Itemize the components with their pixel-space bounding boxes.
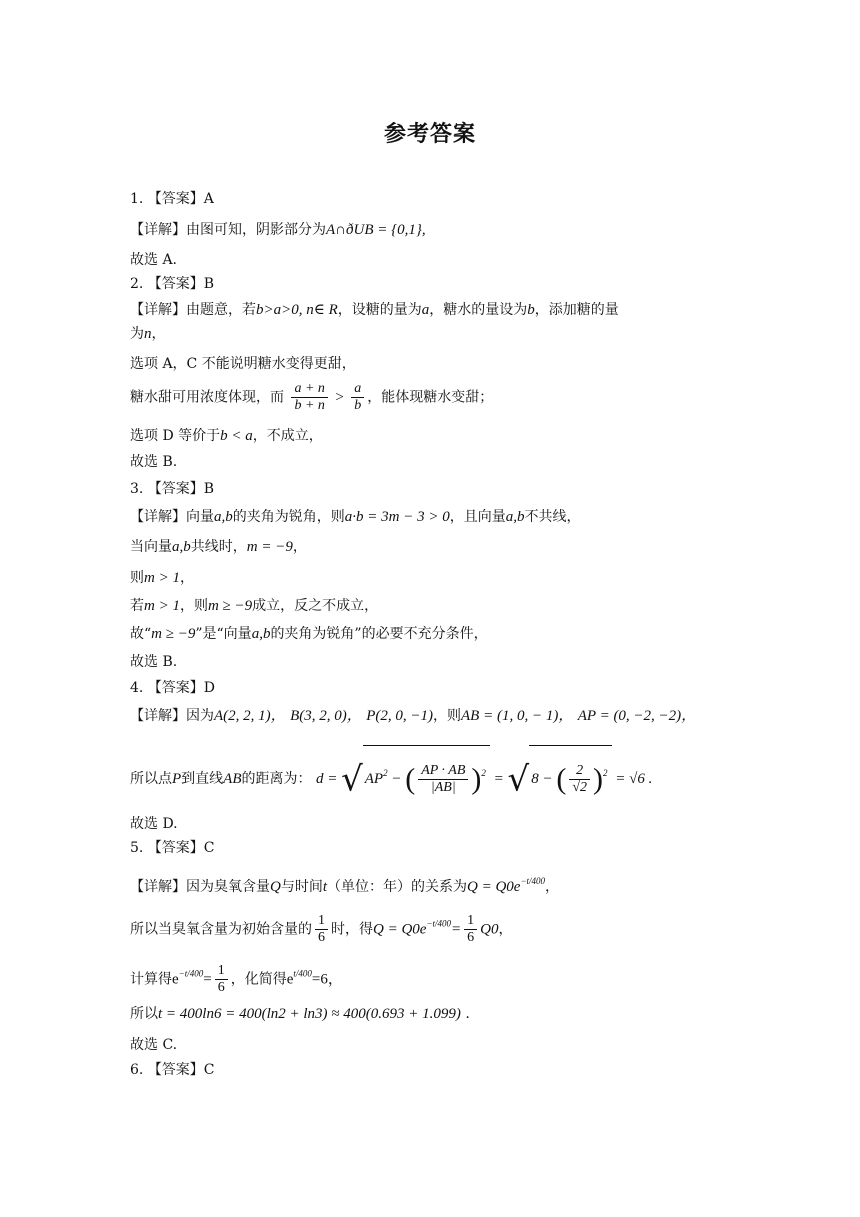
q3-text: ”是“向量 bbox=[195, 626, 252, 642]
q4-detail-line2 bbox=[130, 745, 652, 805]
q5-text: 【详解】因为臭氧含量 bbox=[130, 879, 270, 895]
q5-answer: 5. 【答案】C bbox=[130, 840, 215, 856]
q3-text: ，且向量 bbox=[449, 509, 506, 525]
q4-frac-2-root2: $\frac{2}{√2}$ bbox=[569, 763, 590, 796]
q3-math: m > 1 bbox=[144, 598, 180, 614]
q3-text: 若 bbox=[130, 598, 144, 614]
q4-minus: − bbox=[391, 771, 402, 787]
q4-eight: 8 − bbox=[531, 771, 553, 787]
q4-conclusion: 故选 D. bbox=[130, 816, 178, 832]
q2-fraction-2: $\frac{a}{b}$ bbox=[351, 381, 364, 414]
q2-math: b < a bbox=[220, 428, 253, 444]
q1-detail-math: A∩ðUB = {0,1}, bbox=[326, 222, 426, 238]
q5-math: t = 400ln6 = 400(ln2 + ln3) ≈ 400(0.693 + 1.099) bbox=[158, 1006, 461, 1022]
q5-text: 与时间 bbox=[280, 879, 323, 895]
q4-point-b: B(3, 2, 0)， bbox=[290, 708, 362, 724]
q3-detail-line4 bbox=[130, 597, 378, 615]
paren-left-icon: ( bbox=[556, 762, 567, 796]
q5-text: ， bbox=[545, 879, 560, 895]
q5-math: e bbox=[286, 971, 294, 988]
q5-math: Q = Q0e bbox=[373, 921, 427, 938]
q4-answer: 4. 【答案】D bbox=[130, 680, 216, 696]
q4-projection-fraction: $\frac{AP \cdot AB}{|AB|}$ bbox=[418, 763, 468, 796]
q5-math: e bbox=[172, 971, 179, 988]
q3-vectors: a,b bbox=[505, 509, 525, 525]
q2-math: b>a>0, n∈ R bbox=[256, 302, 338, 318]
q2-text: ，能体现糖水变甜； bbox=[367, 389, 494, 406]
paren-right-icon: ) bbox=[471, 762, 482, 796]
q1-detail-text: 【详解】由图可知，阴影部分为 bbox=[130, 222, 326, 238]
q2-math: a bbox=[421, 302, 430, 318]
q3-text: ， bbox=[179, 570, 194, 586]
q3-math: m ≥ −9 bbox=[151, 626, 196, 642]
q3-math: m = −9 bbox=[246, 539, 293, 555]
q4-math: P bbox=[172, 771, 182, 787]
q4-sqrt-body bbox=[363, 745, 490, 805]
q5-detail-line3: 计算得$e^{-t/400}=$ $\frac{1}{6}$ ，化简得$e^{t/400}=6$， bbox=[130, 963, 343, 995]
q4-equals: = bbox=[493, 771, 504, 787]
q5-text: （单位：年）的关系为 bbox=[327, 879, 468, 895]
q4-square: 2 bbox=[603, 768, 608, 778]
paren-left-icon: ( bbox=[405, 762, 416, 796]
q5-math: =6， bbox=[311, 971, 343, 988]
q2-detail-line5 bbox=[130, 427, 323, 445]
q5-exponent: −t/400 bbox=[426, 918, 452, 929]
q3-conclusion: 故选 B. bbox=[130, 654, 178, 670]
q5-one-sixth: $\frac{1}{6}$ bbox=[215, 963, 228, 996]
q3-vectors: a,b bbox=[214, 509, 233, 525]
q3-text: 的夹角为锐角”的必要不充分条件， bbox=[270, 626, 488, 642]
q2-text: 糖水甜可用浓度体现，而 bbox=[130, 389, 284, 406]
q2-math: b bbox=[527, 302, 535, 318]
q5-relation: Q = Q0e bbox=[467, 879, 521, 895]
q2-text: ，添加糖的量 bbox=[534, 302, 619, 318]
q5-text: ， bbox=[498, 921, 513, 938]
q5-detail-line4 bbox=[130, 1005, 470, 1023]
q4-math: AB bbox=[223, 771, 242, 787]
q4-text: 【详解】因为 bbox=[130, 708, 214, 724]
q3-text: ， bbox=[292, 539, 307, 555]
q2-greater-sign: > bbox=[335, 389, 344, 406]
q3-text: 【详解】向量 bbox=[130, 509, 214, 525]
q3-text: ，则 bbox=[179, 598, 208, 614]
q4-distance-formula bbox=[315, 759, 653, 800]
q2-math: n bbox=[144, 326, 152, 342]
q3-text: 不共线， bbox=[524, 509, 581, 525]
q2-text: ，设糖的量为 bbox=[337, 302, 422, 318]
q3-detail-line5 bbox=[130, 625, 488, 643]
q3-text: 则 bbox=[130, 570, 144, 586]
q2-detail-line1 bbox=[130, 301, 619, 319]
q4-detail-line1 bbox=[130, 707, 696, 725]
q5-math: Q0 bbox=[480, 921, 499, 938]
sqrt-icon: √ bbox=[507, 759, 530, 800]
q4-ap: AP bbox=[364, 771, 384, 787]
q4-point-p: P(2, 0, −1) bbox=[366, 708, 433, 724]
q4-text: ，则 bbox=[433, 708, 461, 724]
q4-square: 2 bbox=[481, 768, 486, 778]
q5-conclusion: 故选 C. bbox=[130, 1037, 178, 1053]
q3-detail-line2 bbox=[130, 538, 307, 556]
q3-math: m ≥ −9 bbox=[207, 598, 253, 614]
q5-detail-line1 bbox=[130, 872, 559, 896]
q5-math: t bbox=[322, 879, 328, 895]
q5-text: 计算得 bbox=[130, 971, 172, 988]
q4-d: d = bbox=[315, 771, 338, 787]
page-title: 参考答案 bbox=[383, 122, 476, 147]
q3-vectors: a,b bbox=[172, 539, 191, 555]
q1-conclusion: 故选 A. bbox=[130, 252, 178, 268]
q3-text: 成立，反之不成立， bbox=[252, 598, 379, 614]
q2-text: ，不成立， bbox=[252, 428, 323, 444]
q3-text: 的夹角为锐角，则 bbox=[232, 509, 345, 525]
q3-text: 当向量 bbox=[130, 539, 172, 555]
q3-answer: 3. 【答案】B bbox=[130, 481, 215, 497]
q2-fraction-1: $\frac{a + n}{b + n}$ bbox=[291, 381, 327, 414]
q4-text: 的距离为： bbox=[241, 771, 312, 787]
q2-text: 选项 D 等价于 bbox=[130, 428, 221, 444]
q5-text: 所以 bbox=[130, 1006, 158, 1022]
q2-text: 【详解】由题意，若 bbox=[130, 302, 256, 318]
q4-vector-ab: AB = (1, 0, − 1)， bbox=[461, 708, 574, 724]
q5-one-sixth: $\frac{1}{6}$ bbox=[464, 913, 477, 946]
q5-text: 所以当臭氧含量为初始含量的 bbox=[130, 921, 312, 938]
q3-detail-line3 bbox=[130, 569, 194, 587]
q5-text: ，化简得 bbox=[230, 971, 287, 988]
q2-text: 为 bbox=[130, 326, 144, 342]
q4-sqrt-body-2 bbox=[529, 745, 611, 805]
q2-text: ，糖水的量设为 bbox=[429, 302, 528, 318]
q2-conclusion: 故选 B. bbox=[130, 454, 178, 470]
q3-text: 故“ bbox=[130, 626, 152, 642]
q6-answer: 6. 【答案】C bbox=[130, 1062, 215, 1078]
q3-text: 共线时， bbox=[190, 539, 247, 555]
q4-text: 所以点 bbox=[130, 771, 172, 787]
q2-detail-line3: 选项 A，C 不能说明糖水变得更甜， bbox=[130, 356, 356, 372]
q4-result: = √6 . bbox=[615, 771, 653, 787]
q3-math: m > 1 bbox=[144, 570, 180, 586]
q5-exponent: −t/400 bbox=[178, 968, 204, 979]
q4-text: 到直线 bbox=[181, 771, 224, 787]
q5-detail-line2 bbox=[130, 913, 513, 946]
q2-text: ， bbox=[151, 326, 166, 342]
q4-point-a: A(2, 2, 1)， bbox=[214, 708, 286, 724]
q4-vector-ap: AP = (0, −2, −2)， bbox=[577, 708, 697, 724]
q4-square: 2 bbox=[383, 768, 388, 778]
q5-text: . bbox=[465, 1006, 470, 1022]
q5-one-sixth: $\frac{1}{6}$ bbox=[315, 913, 328, 946]
q5-math: Q bbox=[270, 879, 281, 895]
sqrt-icon: √ bbox=[341, 759, 363, 800]
q2-detail-line2 bbox=[130, 325, 166, 343]
q2-detail-line4 bbox=[130, 381, 493, 414]
q5-math: = bbox=[451, 921, 462, 938]
paren-right-icon: ) bbox=[593, 762, 604, 796]
q5-text: 时，得 bbox=[331, 921, 373, 938]
q5-exponent: t/400 bbox=[293, 968, 312, 979]
q3-vectors: a,b bbox=[251, 626, 271, 642]
q5-exponent: −t/400 bbox=[520, 876, 546, 886]
q3-detail-line1 bbox=[130, 508, 580, 526]
q1-detail bbox=[130, 221, 426, 239]
q3-dot-product: a·b = 3m − 3 > 0 bbox=[344, 509, 450, 525]
q2-answer: 2. 【答案】B bbox=[130, 276, 215, 292]
q1-answer: 1. 【答案】A bbox=[130, 191, 214, 207]
